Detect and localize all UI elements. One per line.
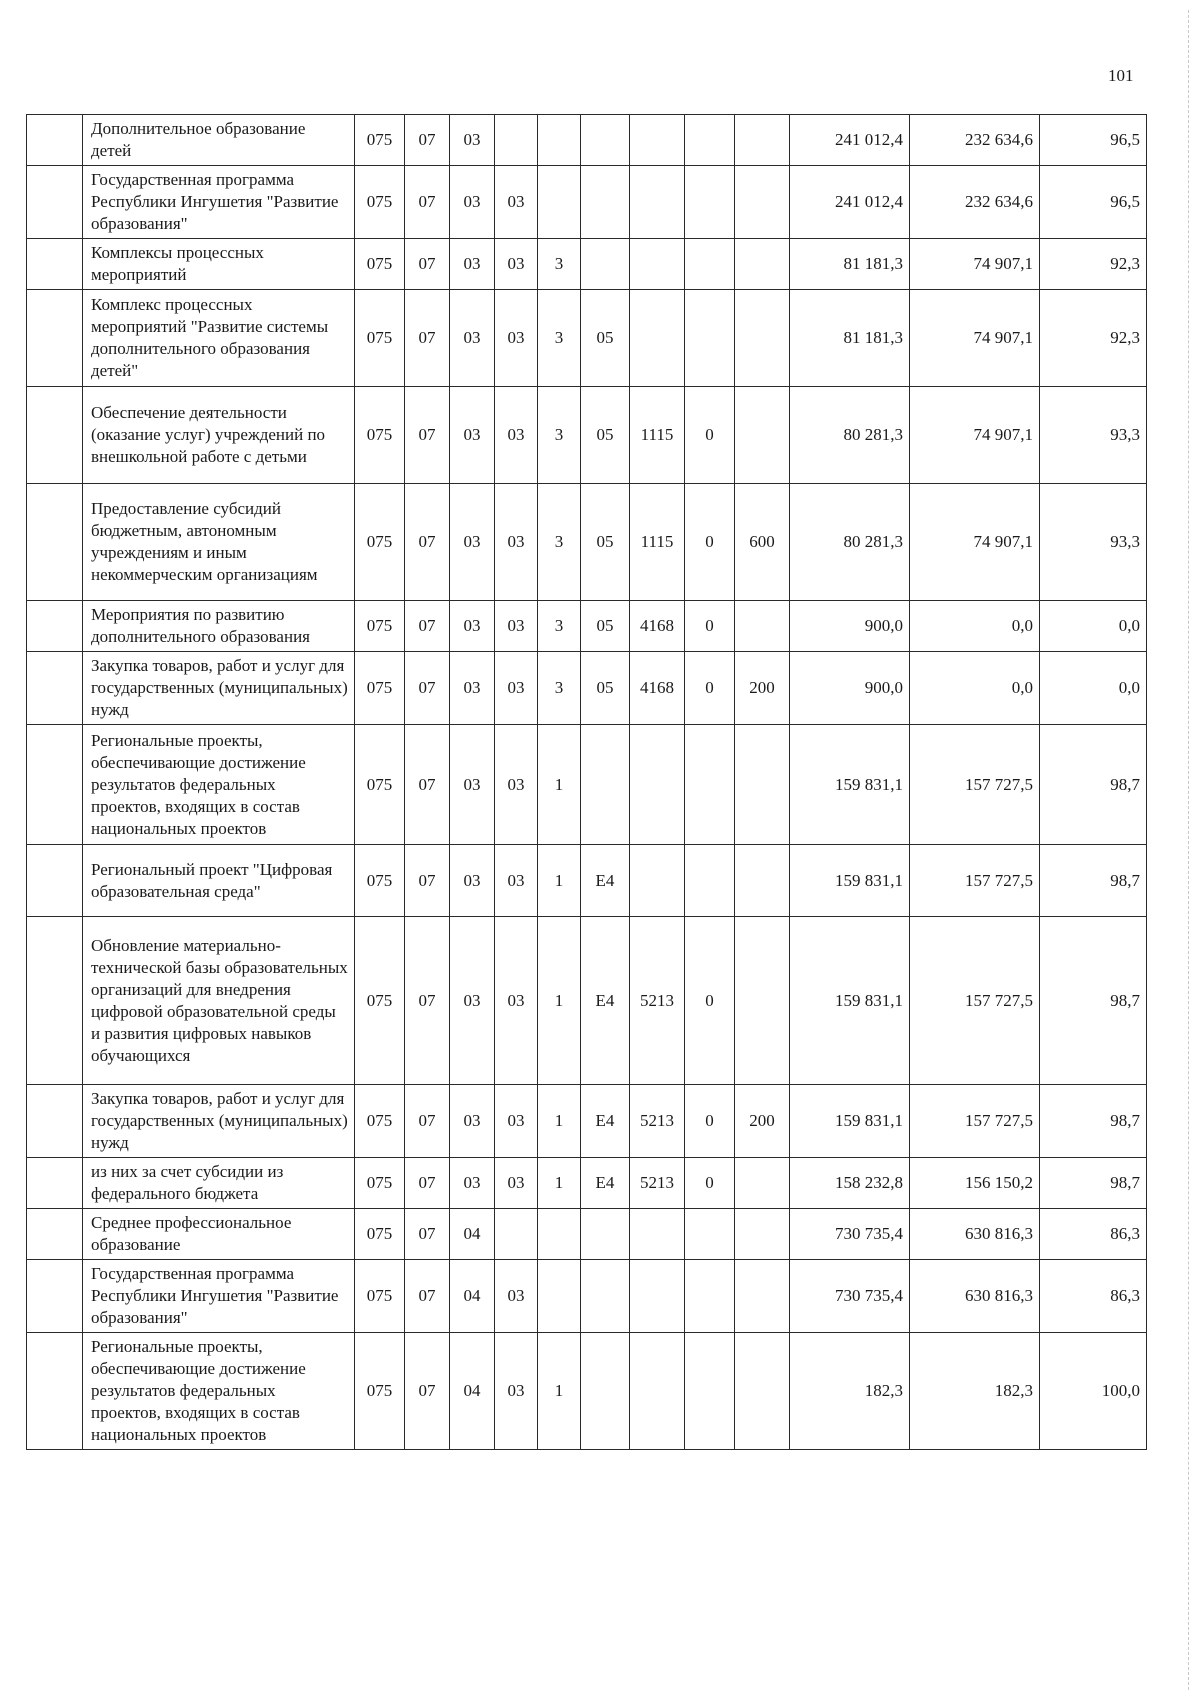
table-row	[27, 845, 1147, 917]
actual-amount-cell: 232 634,6	[910, 115, 1040, 166]
table-row	[27, 166, 1147, 239]
plan-amount-cell: 900,0	[790, 652, 910, 725]
subsection-code-cell: 03	[450, 917, 495, 1085]
scan-edge-line	[1188, 10, 1189, 1690]
row-name-cell: Региональные проекты, обеспечивающие достижение результатов федеральных проектов, входящих в состав национальных проектов	[83, 725, 355, 845]
row-name-cell: Региональные проекты, обеспечивающие достижение результатов федеральных проектов, входящих в состав национальных проектов	[83, 1333, 355, 1450]
direction-code-cell	[630, 1333, 685, 1450]
expense-type-cell	[735, 845, 790, 917]
project-code-cell: 05	[581, 290, 630, 387]
row-number-cell	[27, 1158, 83, 1209]
direction-code-cell: 4168	[630, 652, 685, 725]
actual-amount-cell: 74 907,1	[910, 387, 1040, 484]
direction-code-cell	[630, 115, 685, 166]
program-code-cell: 03	[495, 239, 538, 290]
plan-amount-cell: 80 281,3	[790, 387, 910, 484]
percent-cell: 0,0	[1040, 652, 1147, 725]
ministry-code-cell: 075	[355, 917, 405, 1085]
project-code-cell: E4	[581, 1085, 630, 1158]
row-number-cell	[27, 1260, 83, 1333]
row-name-cell: Комплекс процессных мероприятий "Развитие системы дополнительного образования детей"	[83, 290, 355, 387]
table-body	[27, 115, 1147, 1450]
project-code-cell: 05	[581, 387, 630, 484]
subsection-code-cell: 03	[450, 484, 495, 601]
program-code-cell: 03	[495, 652, 538, 725]
row-name-cell: Государственная программа Республики Ингушетия "Развитие образования"	[83, 1260, 355, 1333]
subsection-code-cell: 03	[450, 115, 495, 166]
extra-code-cell	[685, 725, 735, 845]
subprogram-type-cell: 3	[538, 652, 581, 725]
subsection-code-cell: 03	[450, 239, 495, 290]
extra-code-cell: 0	[685, 1085, 735, 1158]
expense-type-cell: 600	[735, 484, 790, 601]
expense-type-cell	[735, 601, 790, 652]
plan-amount-cell: 730 735,4	[790, 1209, 910, 1260]
project-code-cell	[581, 115, 630, 166]
expense-type-cell: 200	[735, 1085, 790, 1158]
percent-cell: 0,0	[1040, 601, 1147, 652]
section-code-cell: 07	[405, 845, 450, 917]
expense-type-cell	[735, 1260, 790, 1333]
program-code-cell: 03	[495, 1158, 538, 1209]
percent-cell: 86,3	[1040, 1209, 1147, 1260]
section-code-cell: 07	[405, 1158, 450, 1209]
program-code-cell: 03	[495, 845, 538, 917]
row-number-cell	[27, 652, 83, 725]
ministry-code-cell: 075	[355, 601, 405, 652]
subprogram-type-cell	[538, 1209, 581, 1260]
project-code-cell: 05	[581, 652, 630, 725]
subprogram-type-cell: 1	[538, 1333, 581, 1450]
direction-code-cell	[630, 290, 685, 387]
plan-amount-cell: 730 735,4	[790, 1260, 910, 1333]
row-name-cell: Закупка товаров, работ и услуг для государственных (муниципальных) нужд	[83, 652, 355, 725]
extra-code-cell	[685, 1209, 735, 1260]
ministry-code-cell: 075	[355, 1333, 405, 1450]
direction-code-cell	[630, 239, 685, 290]
row-name-cell: Мероприятия по развитию дополнительного образования	[83, 601, 355, 652]
subsection-code-cell: 03	[450, 845, 495, 917]
expense-type-cell	[735, 725, 790, 845]
row-name-cell: Дополнительное образование детей	[83, 115, 355, 166]
row-name-cell: Предоставление субсидий бюджетным, автономным учреждениям и иным некоммерческим организациям	[83, 484, 355, 601]
subprogram-type-cell: 1	[538, 845, 581, 917]
ministry-code-cell: 075	[355, 484, 405, 601]
section-code-cell: 07	[405, 1333, 450, 1450]
percent-cell: 98,7	[1040, 1085, 1147, 1158]
subsection-code-cell: 03	[450, 1158, 495, 1209]
project-code-cell	[581, 1209, 630, 1260]
percent-cell: 98,7	[1040, 917, 1147, 1085]
plan-amount-cell: 81 181,3	[790, 290, 910, 387]
subsection-code-cell: 03	[450, 725, 495, 845]
row-name-cell: из них за счет субсидии из федерального бюджета	[83, 1158, 355, 1209]
subprogram-type-cell: 3	[538, 290, 581, 387]
subprogram-type-cell: 1	[538, 1085, 581, 1158]
direction-code-cell	[630, 1260, 685, 1333]
ministry-code-cell: 075	[355, 115, 405, 166]
section-code-cell: 07	[405, 484, 450, 601]
direction-code-cell: 5213	[630, 1158, 685, 1209]
direction-code-cell	[630, 1209, 685, 1260]
subprogram-type-cell: 1	[538, 917, 581, 1085]
subsection-code-cell: 03	[450, 290, 495, 387]
table-row	[27, 1209, 1147, 1260]
row-name-cell: Обеспечение деятельности (оказание услуг) учреждений по внешкольной работе с детьми	[83, 387, 355, 484]
row-number-cell	[27, 917, 83, 1085]
project-code-cell	[581, 725, 630, 845]
expense-type-cell	[735, 115, 790, 166]
section-code-cell: 07	[405, 166, 450, 239]
table-row	[27, 725, 1147, 845]
project-code-cell	[581, 166, 630, 239]
extra-code-cell	[685, 239, 735, 290]
actual-amount-cell: 630 816,3	[910, 1260, 1040, 1333]
direction-code-cell: 5213	[630, 1085, 685, 1158]
project-code-cell	[581, 1333, 630, 1450]
program-code-cell: 03	[495, 1260, 538, 1333]
extra-code-cell	[685, 115, 735, 166]
actual-amount-cell: 74 907,1	[910, 290, 1040, 387]
row-name-cell: Государственная программа Республики Ингушетия "Развитие образования"	[83, 166, 355, 239]
row-number-cell	[27, 1085, 83, 1158]
subprogram-type-cell	[538, 115, 581, 166]
section-code-cell: 07	[405, 115, 450, 166]
row-number-cell	[27, 115, 83, 166]
plan-amount-cell: 81 181,3	[790, 239, 910, 290]
plan-amount-cell: 158 232,8	[790, 1158, 910, 1209]
section-code-cell: 07	[405, 1085, 450, 1158]
subsection-code-cell: 03	[450, 652, 495, 725]
row-name-cell: Комплексы процессных мероприятий	[83, 239, 355, 290]
row-number-cell	[27, 166, 83, 239]
direction-code-cell: 1115	[630, 387, 685, 484]
plan-amount-cell: 80 281,3	[790, 484, 910, 601]
actual-amount-cell: 157 727,5	[910, 917, 1040, 1085]
section-code-cell: 07	[405, 1209, 450, 1260]
actual-amount-cell: 156 150,2	[910, 1158, 1040, 1209]
table-row	[27, 239, 1147, 290]
row-name-cell: Среднее профессиональное образование	[83, 1209, 355, 1260]
extra-code-cell: 0	[685, 652, 735, 725]
ministry-code-cell: 075	[355, 1158, 405, 1209]
row-number-cell	[27, 387, 83, 484]
actual-amount-cell: 0,0	[910, 652, 1040, 725]
percent-cell: 93,3	[1040, 387, 1147, 484]
percent-cell: 93,3	[1040, 484, 1147, 601]
project-code-cell	[581, 239, 630, 290]
percent-cell: 100,0	[1040, 1333, 1147, 1450]
program-code-cell: 03	[495, 387, 538, 484]
actual-amount-cell: 630 816,3	[910, 1209, 1040, 1260]
ministry-code-cell: 075	[355, 1085, 405, 1158]
row-number-cell	[27, 484, 83, 601]
budget-table	[26, 114, 1147, 1450]
row-number-cell	[27, 725, 83, 845]
table-row	[27, 484, 1147, 601]
subprogram-type-cell: 1	[538, 725, 581, 845]
program-code-cell: 03	[495, 1333, 538, 1450]
actual-amount-cell: 74 907,1	[910, 484, 1040, 601]
percent-cell: 98,7	[1040, 845, 1147, 917]
subsection-code-cell: 03	[450, 601, 495, 652]
table-row	[27, 652, 1147, 725]
section-code-cell: 07	[405, 652, 450, 725]
actual-amount-cell: 232 634,6	[910, 166, 1040, 239]
program-code-cell: 03	[495, 290, 538, 387]
percent-cell: 92,3	[1040, 239, 1147, 290]
section-code-cell: 07	[405, 1260, 450, 1333]
page-number: 101	[1108, 66, 1134, 85]
table-row	[27, 917, 1147, 1085]
section-code-cell: 07	[405, 725, 450, 845]
ministry-code-cell: 075	[355, 1260, 405, 1333]
project-code-cell	[581, 1260, 630, 1333]
extra-code-cell: 0	[685, 917, 735, 1085]
ministry-code-cell: 075	[355, 1209, 405, 1260]
expense-type-cell	[735, 917, 790, 1085]
ministry-code-cell: 075	[355, 725, 405, 845]
project-code-cell: E4	[581, 1158, 630, 1209]
expense-type-cell	[735, 1333, 790, 1450]
ministry-code-cell: 075	[355, 166, 405, 239]
ministry-code-cell: 075	[355, 239, 405, 290]
section-code-cell: 07	[405, 239, 450, 290]
direction-code-cell: 5213	[630, 917, 685, 1085]
expense-type-cell	[735, 1209, 790, 1260]
row-number-cell	[27, 601, 83, 652]
program-code-cell: 03	[495, 725, 538, 845]
subprogram-type-cell	[538, 166, 581, 239]
plan-amount-cell: 900,0	[790, 601, 910, 652]
plan-amount-cell: 159 831,1	[790, 917, 910, 1085]
expense-type-cell: 200	[735, 652, 790, 725]
extra-code-cell: 0	[685, 387, 735, 484]
project-code-cell: E4	[581, 917, 630, 1085]
subprogram-type-cell: 3	[538, 601, 581, 652]
actual-amount-cell: 157 727,5	[910, 725, 1040, 845]
plan-amount-cell: 241 012,4	[790, 166, 910, 239]
subprogram-type-cell: 3	[538, 239, 581, 290]
row-number-cell	[27, 239, 83, 290]
expense-type-cell	[735, 1158, 790, 1209]
table-row	[27, 115, 1147, 166]
direction-code-cell: 4168	[630, 601, 685, 652]
percent-cell: 92,3	[1040, 290, 1147, 387]
actual-amount-cell: 0,0	[910, 601, 1040, 652]
subprogram-type-cell	[538, 1260, 581, 1333]
section-code-cell: 07	[405, 387, 450, 484]
project-code-cell: E4	[581, 845, 630, 917]
ministry-code-cell: 075	[355, 387, 405, 484]
extra-code-cell: 0	[685, 1158, 735, 1209]
program-code-cell	[495, 115, 538, 166]
subprogram-type-cell: 3	[538, 387, 581, 484]
expense-type-cell	[735, 166, 790, 239]
subprogram-type-cell: 3	[538, 484, 581, 601]
row-number-cell	[27, 845, 83, 917]
program-code-cell: 03	[495, 601, 538, 652]
row-name-cell: Закупка товаров, работ и услуг для государственных (муниципальных) нужд	[83, 1085, 355, 1158]
direction-code-cell	[630, 725, 685, 845]
direction-code-cell: 1115	[630, 484, 685, 601]
subsection-code-cell: 03	[450, 387, 495, 484]
row-number-cell	[27, 1333, 83, 1450]
extra-code-cell	[685, 845, 735, 917]
row-name-cell: Региональный проект "Цифровая образовательная среда"	[83, 845, 355, 917]
subsection-code-cell: 04	[450, 1209, 495, 1260]
plan-amount-cell: 182,3	[790, 1333, 910, 1450]
percent-cell: 98,7	[1040, 1158, 1147, 1209]
subsection-code-cell: 03	[450, 166, 495, 239]
extra-code-cell	[685, 290, 735, 387]
program-code-cell	[495, 1209, 538, 1260]
table-row	[27, 601, 1147, 652]
program-code-cell: 03	[495, 166, 538, 239]
subsection-code-cell: 03	[450, 1085, 495, 1158]
extra-code-cell: 0	[685, 484, 735, 601]
program-code-cell: 03	[495, 484, 538, 601]
expense-type-cell	[735, 290, 790, 387]
extra-code-cell	[685, 166, 735, 239]
table-row	[27, 1333, 1147, 1450]
table-row	[27, 387, 1147, 484]
plan-amount-cell: 159 831,1	[790, 1085, 910, 1158]
program-code-cell: 03	[495, 1085, 538, 1158]
ministry-code-cell: 075	[355, 290, 405, 387]
plan-amount-cell: 159 831,1	[790, 725, 910, 845]
table-row	[27, 290, 1147, 387]
plan-amount-cell: 241 012,4	[790, 115, 910, 166]
ministry-code-cell: 075	[355, 845, 405, 917]
section-code-cell: 07	[405, 917, 450, 1085]
table-row	[27, 1158, 1147, 1209]
subprogram-type-cell: 1	[538, 1158, 581, 1209]
subsection-code-cell: 04	[450, 1260, 495, 1333]
actual-amount-cell: 182,3	[910, 1333, 1040, 1450]
percent-cell: 98,7	[1040, 725, 1147, 845]
program-code-cell: 03	[495, 917, 538, 1085]
percent-cell: 96,5	[1040, 115, 1147, 166]
actual-amount-cell: 74 907,1	[910, 239, 1040, 290]
percent-cell: 86,3	[1040, 1260, 1147, 1333]
project-code-cell: 05	[581, 601, 630, 652]
section-code-cell: 07	[405, 601, 450, 652]
actual-amount-cell: 157 727,5	[910, 1085, 1040, 1158]
direction-code-cell	[630, 845, 685, 917]
actual-amount-cell: 157 727,5	[910, 845, 1040, 917]
plan-amount-cell: 159 831,1	[790, 845, 910, 917]
direction-code-cell	[630, 166, 685, 239]
extra-code-cell	[685, 1260, 735, 1333]
table-row	[27, 1085, 1147, 1158]
expense-type-cell	[735, 239, 790, 290]
extra-code-cell	[685, 1333, 735, 1450]
ministry-code-cell: 075	[355, 652, 405, 725]
subsection-code-cell: 04	[450, 1333, 495, 1450]
row-number-cell	[27, 290, 83, 387]
row-number-cell	[27, 1209, 83, 1260]
row-name-cell: Обновление материально-технической базы образовательных организаций для внедрения цифровой образовательной среды и развития цифровых навыков обучающихся	[83, 917, 355, 1085]
extra-code-cell: 0	[685, 601, 735, 652]
section-code-cell: 07	[405, 290, 450, 387]
budget-table-wrap	[26, 114, 1146, 1450]
project-code-cell: 05	[581, 484, 630, 601]
expense-type-cell	[735, 387, 790, 484]
percent-cell: 96,5	[1040, 166, 1147, 239]
table-row	[27, 1260, 1147, 1333]
